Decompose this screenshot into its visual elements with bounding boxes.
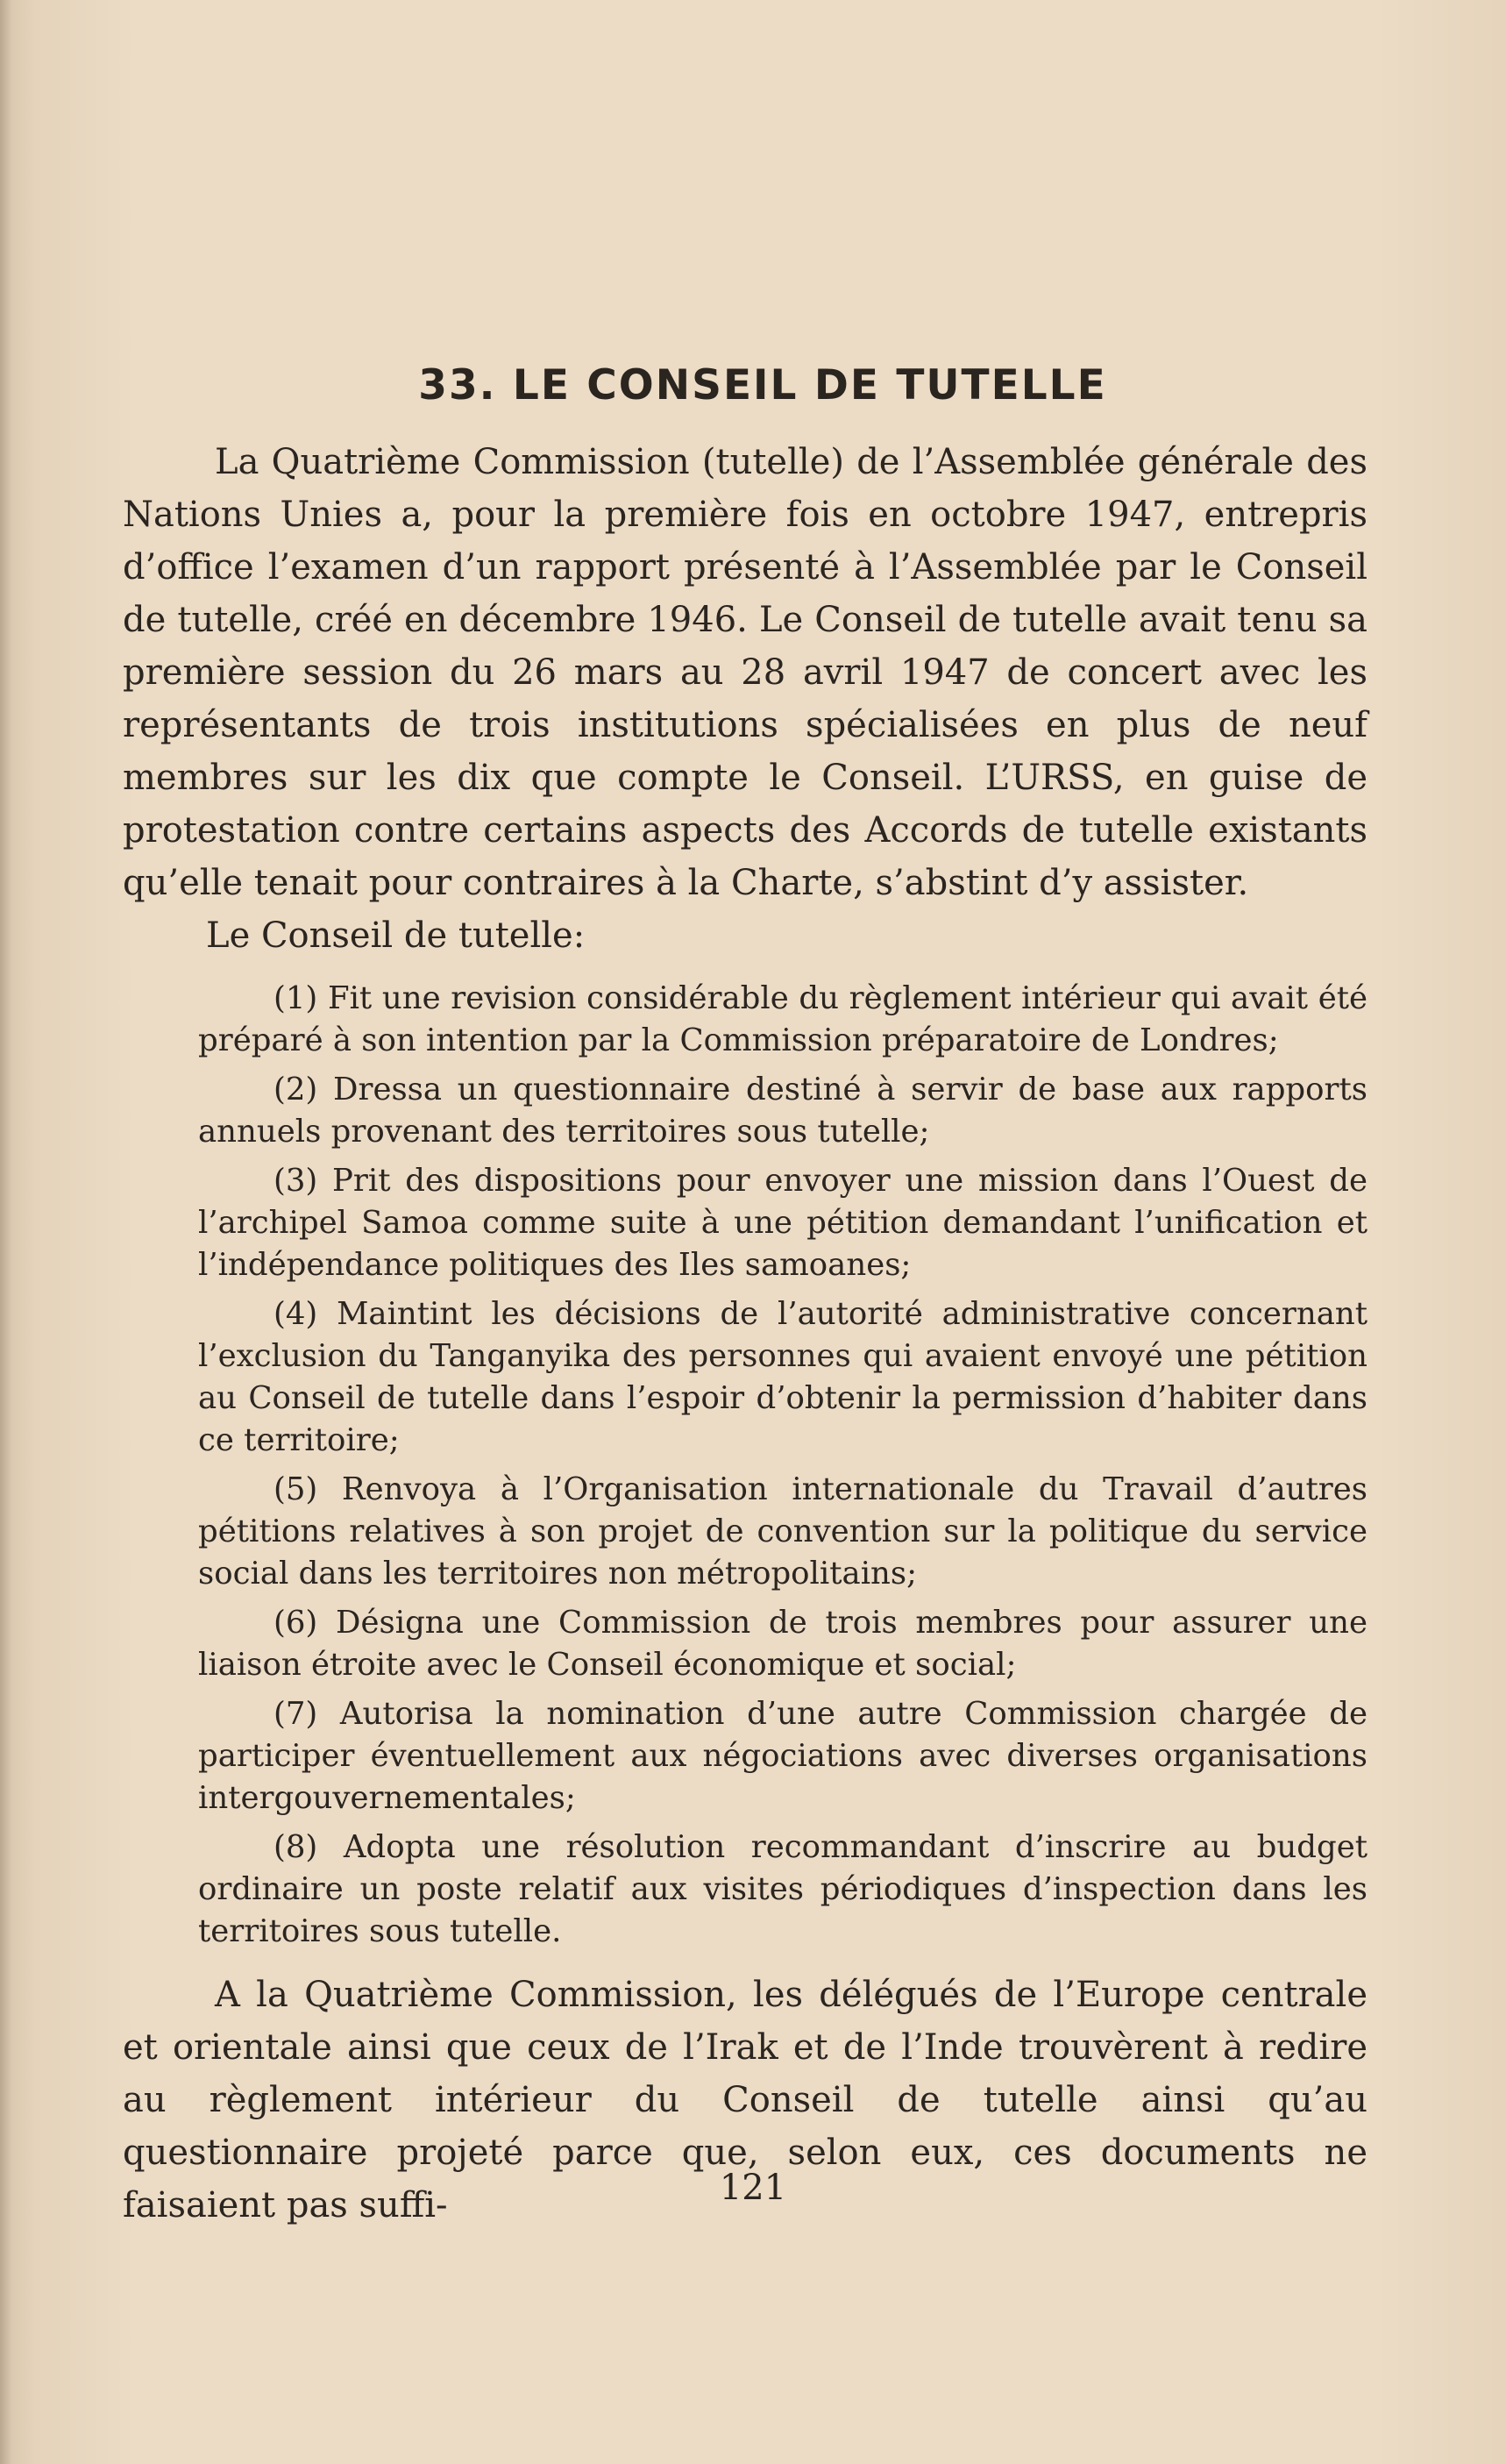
- list-item: (8) Adopta une résolution recommandant d’inscrire au budget ordinaire un poste relatif aux visites périodiques d’inspection dans les territoires sous tutelle.: [198, 1829, 1367, 1949]
- page-number: 121: [719, 2168, 787, 2208]
- list-item: (3) Prit des dispositions pour envoyer une mission dans l’Ouest de l’archipel Samoa comme suite à une pétition demandant l’unification et l’indépendance politiques des Iles samoanes;: [198, 1163, 1367, 1283]
- list-item: (7) Autorisa la nomination d’une autre Commission chargée de participer éventuellement aux négociations avec diverses organisations intergouvernementales;: [198, 1696, 1367, 1816]
- list-lead-in: Le Conseil de tutelle:: [206, 915, 586, 956]
- list-item: (5) Renvoya à l’Organisation internationale du Travail d’autres pétitions relatives à son projet de convention sur la politique du service social dans les territoires non métropolitains;: [198, 1471, 1367, 1592]
- list-item: (4) Maintint les décisions de l’autorité administrative concernant l’exclusion du Tanganyika des personnes qui avaient envoyé une pétition au Conseil de tutelle dans l’espoir d’obtenir la permission d’habiter dans ce territoire;: [198, 1296, 1367, 1458]
- page-content: [123, 342, 1367, 2232]
- section-title: 33. LE CONSEIL DE TUTELLE: [418, 361, 1107, 409]
- closing-paragraph: A la Quatrième Commission, les délégués de l’Europe centrale et orientale ainsi que ceux de l’Irak et de l’Inde trouvèrent à redire au règlement intérieur du Conseil de tutelle ainsi qu’au questionnaire projeté parce que, selon eux, ces documents ne faisaient pas suffi-: [123, 1975, 1367, 2225]
- council-actions-list: [123, 978, 1367, 1953]
- page-spine-shadow: [0, 0, 12, 2464]
- list-item: (2) Dressa un questionnaire destiné à servir de base aux rapports annuels provenant des territoires sous tutelle;: [198, 1072, 1367, 1150]
- intro-paragraph: La Quatrième Commission (tutelle) de l’Assemblée générale des Nations Unies a, pour la première fois en octobre 1947, entrepris d’office l’examen d’un rapport présenté à l’Assemblée par le Conseil de tutelle, créé en décembre 1946. Le Conseil de tutelle avait tenu sa première session du 26 mars au 28 avril 1947 de concert avec les représentants de trois institutions spécialisées en plus de neuf membres sur les dix que compte le Conseil. L’URSS, en guise de protestation contre certains aspects des Accords de tutelle existants qu’elle tenait pour contraires à la Charte, s’abstint d’y assister.: [123, 442, 1367, 903]
- list-item: (1) Fit une revision considérable du règlement intérieur qui avait été préparé à son intention par la Commission préparatoire de Londres;: [198, 980, 1367, 1058]
- list-item: (6) Désigna une Commission de trois membres pour assurer une liaison étroite avec le Conseil économique et social;: [198, 1605, 1367, 1683]
